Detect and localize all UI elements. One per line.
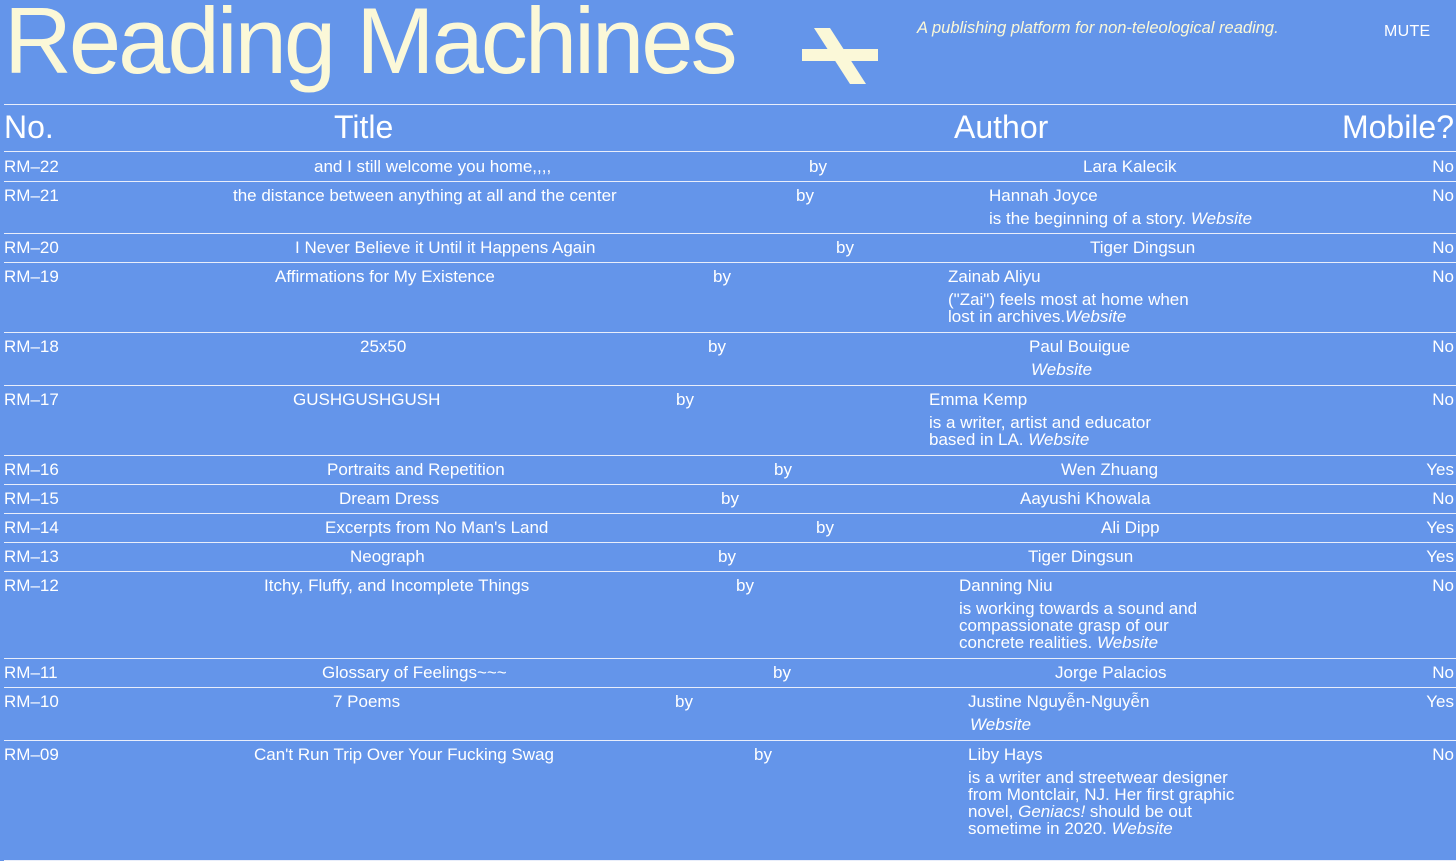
author-website-link[interactable]: Website: [1028, 430, 1090, 449]
author-website-link[interactable]: Website: [1096, 633, 1159, 652]
mobile-availability: Yes: [1426, 460, 1454, 479]
table-row: [0, 513, 1456, 542]
row-number: RM–09: [4, 745, 59, 764]
by-label: by: [754, 745, 772, 764]
publication-title-link[interactable]: Excerpts from No Man's Land: [325, 518, 549, 537]
header-divider: [4, 104, 1456, 105]
table-row: [0, 740, 1456, 860]
by-label: by: [774, 460, 792, 479]
table-row: [0, 152, 1456, 181]
by-label: by: [675, 692, 693, 711]
author-website-link[interactable]: Website: [1190, 209, 1253, 228]
table-row: [0, 571, 1456, 658]
mobile-availability: No: [1432, 186, 1454, 205]
by-label: by: [809, 157, 827, 176]
mobile-availability: No: [1432, 238, 1454, 257]
table-row: [0, 181, 1456, 233]
publication-title-link[interactable]: Neograph: [350, 547, 425, 566]
author-name: Tiger Dingsun: [1028, 547, 1134, 566]
author-name: Danning Niu: [959, 576, 1053, 595]
table-row: [0, 658, 1456, 687]
table-row: [0, 455, 1456, 484]
author-bio: [929, 414, 1169, 448]
author-name: Wen Zhuang: [1061, 460, 1159, 479]
author-name: Liby Hays: [968, 745, 1043, 764]
publication-title-link[interactable]: the distance between anything at all and the center: [233, 186, 617, 205]
by-label: by: [713, 267, 731, 286]
column-header-no: No.: [4, 109, 54, 145]
table-row: [0, 385, 1456, 455]
author-name: Hannah Joyce: [989, 186, 1098, 205]
row-number: RM–21: [4, 186, 59, 205]
author-bio-text: is the beginning of a story.: [989, 209, 1191, 228]
by-label: by: [721, 489, 739, 508]
author-website-link[interactable]: Website: [1111, 819, 1173, 838]
by-label: by: [708, 337, 726, 356]
author-website-link[interactable]: Website: [1031, 360, 1093, 379]
row-number: RM–15: [4, 489, 59, 508]
mobile-availability: No: [1432, 337, 1454, 356]
column-header-mobile: Mobile?: [1341, 109, 1454, 145]
table-row: [0, 542, 1456, 571]
mobile-availability: No: [1432, 390, 1454, 409]
column-header-author: Author: [954, 109, 1049, 145]
publication-title-link[interactable]: Portraits and Repetition: [327, 460, 505, 479]
mobile-availability: No: [1432, 157, 1454, 176]
publication-title-link[interactable]: Itchy, Fluffy, and Incomplete Things: [264, 576, 530, 595]
author-bio: [968, 769, 1243, 837]
author-bio-italic: Geniacs!: [1018, 802, 1086, 821]
author-bio: [959, 600, 1209, 651]
mobile-availability: No: [1432, 576, 1454, 595]
row-number: RM–22: [4, 157, 59, 176]
author-bio: [989, 210, 1289, 227]
publication-title-link[interactable]: GUSHGUSHGUSH: [293, 390, 441, 409]
row-number: RM–19: [4, 267, 59, 286]
publication-title-link[interactable]: I Never Believe it Until it Happens Again: [295, 238, 596, 257]
table-row: [0, 332, 1456, 385]
author-bio: [970, 716, 1170, 733]
author-name: Zainab Aliyu: [948, 267, 1041, 286]
author-name: Justine Nguyễn-Nguyễn: [968, 692, 1150, 711]
author-bio-text: is a writer, artist and educator based in LA.: [929, 413, 1152, 449]
site-header: [0, 0, 1456, 104]
publication-title-link[interactable]: 25x50: [360, 337, 407, 356]
author-name: Paul Bouigue: [1029, 337, 1131, 356]
tagline: A publishing platform for non-teleological reading.: [917, 19, 1279, 37]
by-label: by: [816, 518, 834, 537]
row-number: RM–16: [4, 460, 59, 479]
table-row: [0, 233, 1456, 262]
author-bio-tail: should be out sometime in 2020.: [968, 802, 1192, 838]
by-label: by: [836, 238, 854, 257]
publication-title-link[interactable]: and I still welcome you home,,,,: [314, 157, 552, 176]
row-number: RM–12: [4, 576, 59, 595]
author-name: Emma Kemp: [929, 390, 1028, 409]
author-name: Jorge Palacios: [1055, 663, 1167, 682]
row-number: RM–17: [4, 390, 59, 409]
row-number: RM–14: [4, 518, 59, 537]
mobile-availability: Yes: [1426, 547, 1454, 566]
by-label: by: [796, 186, 814, 205]
mobile-availability: No: [1432, 745, 1454, 764]
publication-title-link[interactable]: Dream Dress: [339, 489, 440, 508]
author-name: Tiger Dingsun: [1090, 238, 1196, 257]
by-label: by: [718, 547, 736, 566]
by-label: by: [676, 390, 694, 409]
site-title[interactable]: Reading Machines: [4, 0, 735, 93]
table-row: [0, 484, 1456, 513]
crossed-bars-icon: [800, 24, 880, 88]
author-website-link[interactable]: Website: [1065, 307, 1127, 326]
author-name: Aayushi Khowala: [1020, 489, 1151, 508]
table-row: [0, 687, 1456, 740]
row-number: RM–10: [4, 692, 59, 711]
mobile-availability: Yes: [1426, 692, 1454, 711]
by-label: by: [773, 663, 791, 682]
author-bio: [948, 291, 1208, 325]
row-number: RM–18: [4, 337, 59, 356]
table-row: [0, 262, 1456, 332]
row-number: RM–11: [4, 663, 58, 682]
author-bio-text: ("Zai") feels most at home when lost in archives.: [948, 290, 1189, 326]
author-website-link[interactable]: Website: [970, 715, 1032, 734]
publication-title-link[interactable]: Glossary of Feelings~~~: [322, 663, 507, 682]
author-name: Ali Dipp: [1101, 518, 1160, 537]
column-header-title: Title: [334, 109, 394, 145]
mobile-availability: Yes: [1426, 518, 1454, 537]
publication-title-link[interactable]: Can't Run Trip Over Your Fucking Swag: [254, 745, 554, 764]
author-bio-text: is a writer and streetwear designer from Montclair, NJ. Her first graphic novel,: [968, 768, 1235, 821]
mobile-availability: No: [1432, 267, 1454, 286]
mute-button[interactable]: MUTE: [1384, 23, 1431, 40]
mobile-availability: No: [1432, 663, 1454, 682]
author-name: Lara Kalecik: [1083, 157, 1177, 176]
mobile-availability: No: [1432, 489, 1454, 508]
author-bio: [1031, 361, 1231, 378]
row-number: RM–20: [4, 238, 59, 257]
row-number: RM–13: [4, 547, 59, 566]
author-bio-text: is working towards a sound and compassionate grasp of our concrete realities.: [959, 599, 1198, 652]
by-label: by: [736, 576, 754, 595]
publication-title-link[interactable]: 7 Poems: [333, 692, 401, 711]
publication-title-link[interactable]: Affirmations for My Existence: [275, 267, 495, 286]
